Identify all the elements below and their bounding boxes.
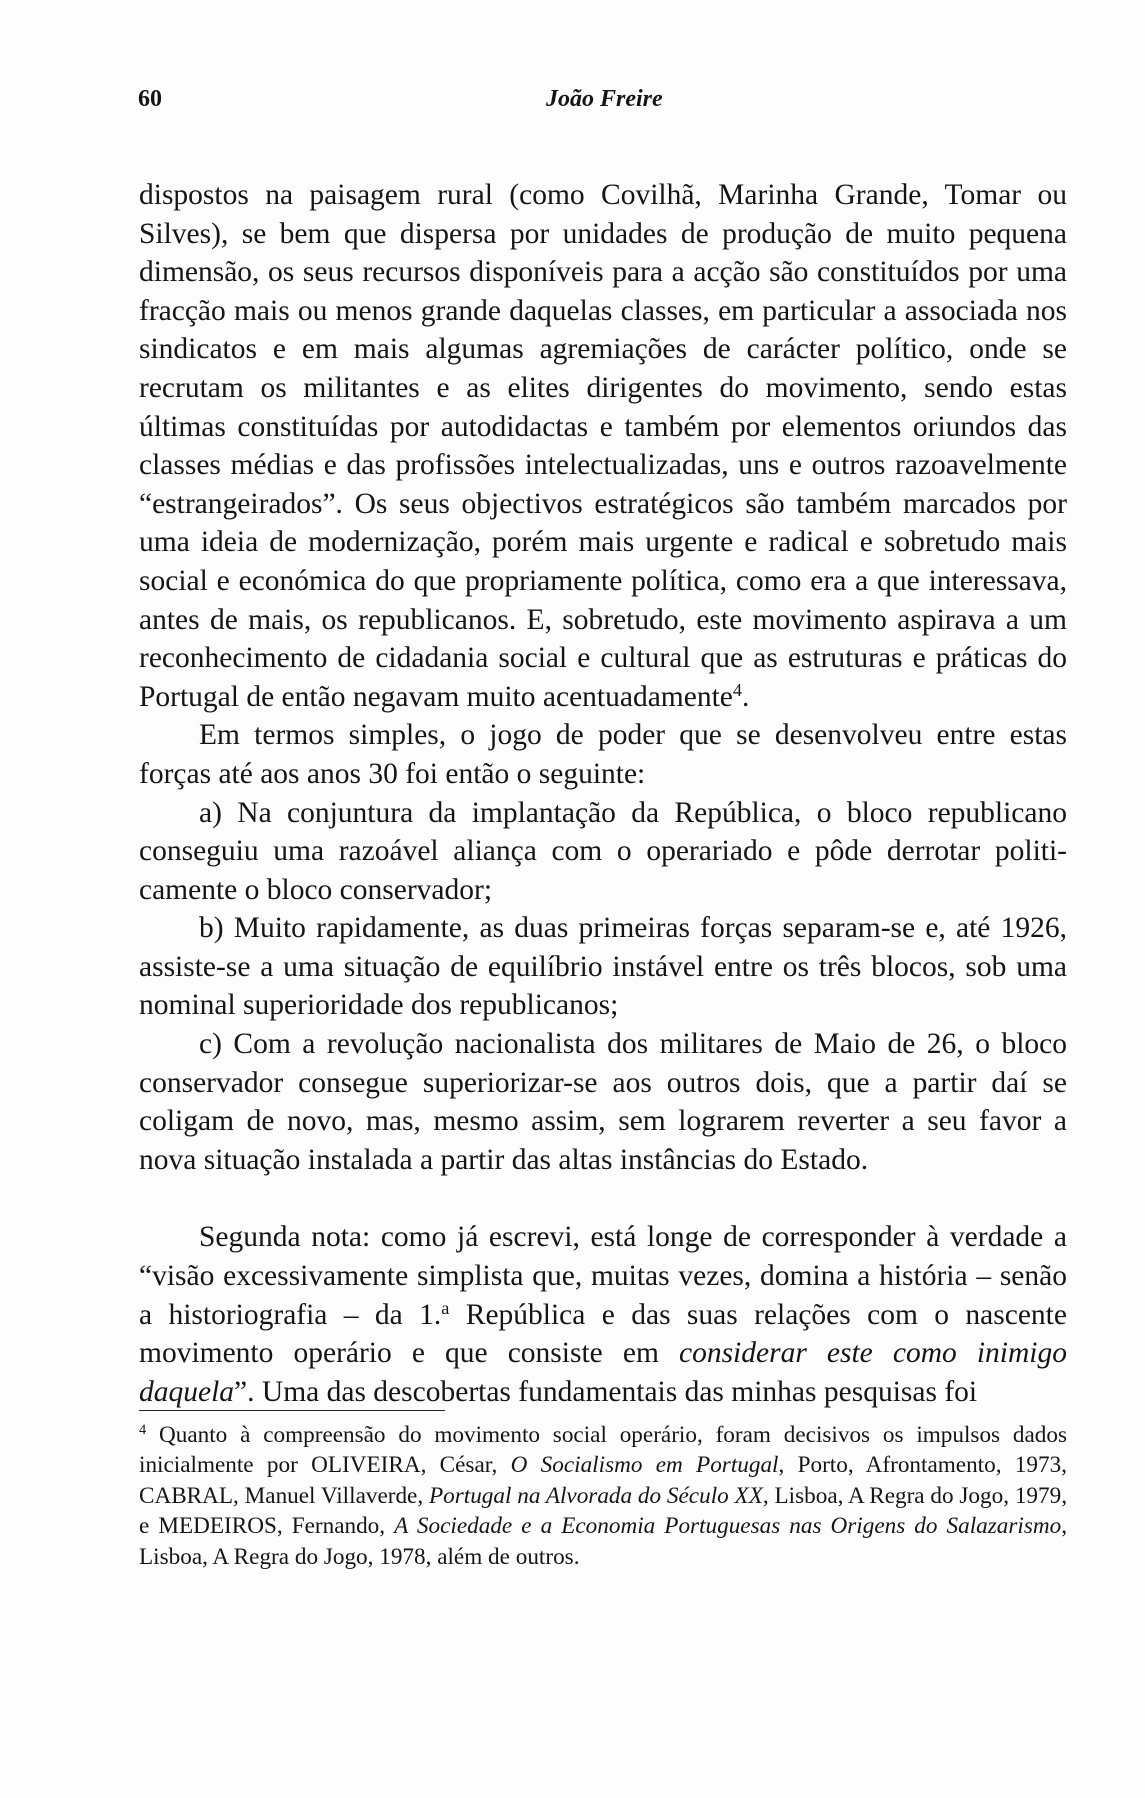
footnote-reference: 4 [732,679,743,700]
footnote-title-2: Portugal na Alvorada do Século XX [428,1482,763,1509]
page-number: 60 [138,86,162,112]
body-text [139,176,1067,1411]
paragraph-3-emphasis: considerar este como inimigo daquela [139,1337,1067,1408]
paragraph-1 [139,176,1067,716]
paragraph-3-text-1: Segunda nota: como já escrevi, está longe de corresponder à verdade a “visão excessivamente simplista que, muitas vezes, domina a história – senão a historiografia – da 1. [139,1221,1067,1331]
footnote-divider [139,1410,445,1411]
footnote-number: 4 [139,1422,147,1439]
paragraph-3 [139,1218,1067,1411]
paragraph-3-text-2: República e das suas relações com o nascente movimento operário e que consiste em [139,1298,1067,1370]
footnote-title-1: O Socialismo em Portugal [510,1452,779,1479]
list-item-b: b) Muito rapidamente, as duas primeiras forças separam-se e, até 1926, assiste-se a uma situação de equilíbrio instável entre os três blocos, sob uma nominal superioridade dos republicanos; [139,912,1067,1022]
paragraph-3-text-3: ”. Uma das descobertas fundamentais das minhas pesquisas foi [234,1375,978,1408]
footnote-4 [139,1420,1067,1572]
footnote-text-2: , Porto, Afrontamento, 1973, CABRAL, Manuel Villaverde, [139,1452,1067,1509]
footnote-text-4: , Lisboa, A Regra do Jogo, 1978, além de outros. [139,1513,1067,1570]
paragraph-1-text: dispostos na paisagem rural (como Covilhã, Marinha Grande, Tomar ou Silves), se bem que dispersa por unidades de produção de muito pequena dimensão, os seus recursos disponíveis para a acção são constituídos por uma fracção mais ou menos grande daquelas classes, em particular a associada nos sindicatos e em mais algumas agremiações de carácter político, onde se recrutam os militantes e as elites dirigentes do movimento, sendo estas últimas constituídas por autodidactas e também por elementos oriundos das classes médias e das profissões intelectualizadas, uns e outros razoavelmente “estrangeirados”. Os seus objectivos estratégicos são também marcados por uma ideia de modernização, porém mais urgente e radical e sobretudo mais social e económica do que propriamente política, como era a que interessava, antes de mais, os republicanos. E, sobretudo, este movimento aspirava a um reconhecimento de cidadania social e cultural que as estruturas e práticas do Portugal de então negavam muito acentuadamente [139,179,1067,713]
footnote [139,1420,1067,1572]
paragraph-gap [139,1179,1067,1218]
paragraph-1-end: . [742,680,750,713]
footnote-text-3: , Lisboa, A Regra do Jogo, 1979, e MEDEIROS, Fernando, [139,1482,1067,1540]
footnote-title-3: A Sociedade e a Economia Portuguesas nas Origens do Salazarismo [394,1513,1062,1540]
paragraph-2: Em termos simples, o jogo de poder que se desenvolveu entre estas forças até aos anos 30 foi então o seguinte: [139,719,1067,790]
page-header [138,86,1068,120]
running-head-author: João Freire [546,86,663,112]
ordinal-superscript: a [441,1297,450,1318]
list-item-c: c) Com a revolução nacionalista dos militares de Maio de 26, o bloco conservador consegue superiorizar-se aos outros dois, que a partir daí se coligam de novo, mas, mesmo assim, sem lograrem reverter a seu favor a nova situação instalada a partir das altas instâncias do Estado. [139,1028,1067,1176]
list-item-a: a) Na conjuntura da implantação da República, o bloco republicano conseguiu uma razoável aliança com o operariado e pôde derrotar politicamente o bloco conservador; [139,796,1067,906]
footnote-text-1: Quanto à compreensão do movimento social operário, foram decisivos os impulsos dados inicialmente por OLIVEIRA, César, [139,1422,1067,1479]
